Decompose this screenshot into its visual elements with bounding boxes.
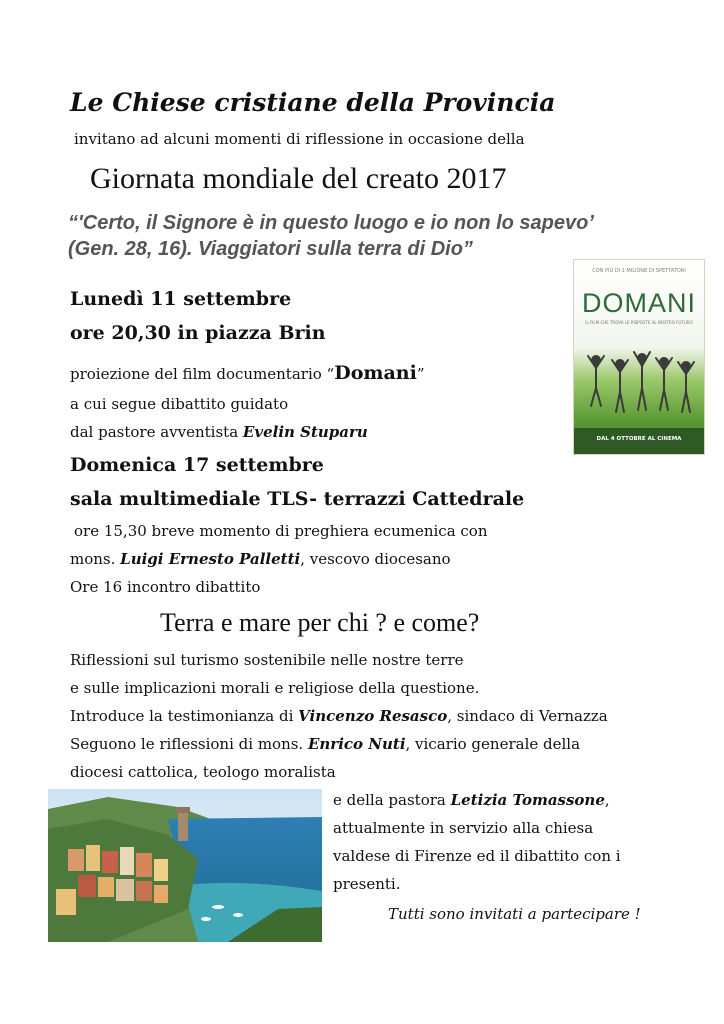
poster-subtitle: IL FILM CHE TROVA LE RISPOSTE AL NOSTRO FUTURO (585, 320, 693, 325)
section-pastor-prefix: e della pastora (333, 791, 451, 809)
section-mayor: Vincenzo Resasco (298, 707, 448, 725)
event1-film-suffix: ” (416, 365, 425, 383)
section-pastor: Letizia Tomassone (450, 791, 605, 809)
section-line-1: Riflessioni sul turismo sostenibile nelle nostre terre (70, 651, 464, 669)
event2-line-2 (70, 550, 451, 568)
event1-speaker: Evelin Stuparu (242, 423, 368, 441)
event2-bishop-suffix: , vescovo diocesano (300, 550, 451, 568)
closing-invitation: Tutti sono invitati a partecipare ! (388, 905, 641, 923)
event2-bishop: Luigi Ernesto Palletti (120, 550, 301, 568)
section-line-6 (333, 791, 610, 809)
section-line-2: e sulle implicazioni morali e religiose della questione. (70, 679, 480, 697)
event2-bishop-prefix: mons. (70, 550, 121, 568)
poster-people-illustration (574, 260, 704, 454)
domani-poster (574, 260, 704, 454)
event2-line-1: ore 15,30 breve momento di preghiera ecumenica con (74, 522, 488, 540)
section-title: Terra e mare per chi ? e come? (160, 608, 480, 637)
quote-line-1: “'Certo, il Signore è in questo luogo e io non lo sapevo’ (68, 212, 594, 234)
section-vicar-prefix: Seguono le riflessioni di mons. (70, 735, 308, 753)
section-vicar: Enrico Nuti (307, 735, 406, 753)
event2-line-3: Ore 16 incontro dibattito (70, 578, 261, 596)
vernazza-photo (48, 789, 322, 942)
main-title: Giornata mondiale del creato 2017 (90, 162, 507, 195)
poster-date: DAL 4 OTTOBRE AL CINEMA (596, 436, 682, 442)
section-line-7: attualmente in servizio alla chiesa (333, 819, 594, 837)
section-line-4 (70, 735, 580, 753)
film-title: Domani (334, 362, 417, 384)
event1-film-prefix: proiezione del film documentario “ (70, 365, 335, 383)
event2-date: Domenica 17 settembre (70, 454, 324, 476)
section-mayor-prefix: Introduce la testimonianza di (70, 707, 299, 725)
event1-line-3 (70, 423, 368, 441)
intro-text: invitano ad alcuni momenti di riflessione in occasione della (74, 130, 525, 148)
event2-place: sala multimediale TLS- terrazzi Cattedrale (70, 488, 525, 510)
section-line-5: diocesi cattolica, teologo moralista (70, 763, 336, 781)
section-pastor-suffix: , (604, 791, 610, 809)
section-vicar-suffix: , vicario generale della (405, 735, 581, 753)
vernazza-landscape-image (48, 789, 322, 942)
section-line-3 (70, 707, 608, 725)
section-mayor-suffix: , sindaco di Vernazza (447, 707, 608, 725)
event1-line-2: a cui segue dibattito guidato (70, 395, 289, 413)
org-title: Le Chiese cristiane della Provincia (70, 88, 556, 117)
section-line-9: presenti. (333, 875, 401, 893)
section-line-8: valdese di Firenze ed il dibattito con i (333, 847, 621, 865)
poster-title: DOMANI (582, 288, 696, 318)
event1-date: Lunedì 11 settembre (70, 288, 292, 310)
quote-line-2: (Gen. 28, 16). Viaggiatori sulla terra di Dio” (68, 238, 473, 260)
event1-time-place: ore 20,30 in piazza Brin (70, 322, 326, 344)
poster-top-text: CON PIÙ DI 1 MILIONE DI SPETTATORI (592, 268, 686, 274)
event1-speaker-prefix: dal pastore avventista (70, 423, 243, 441)
event1-film-line (70, 362, 425, 384)
